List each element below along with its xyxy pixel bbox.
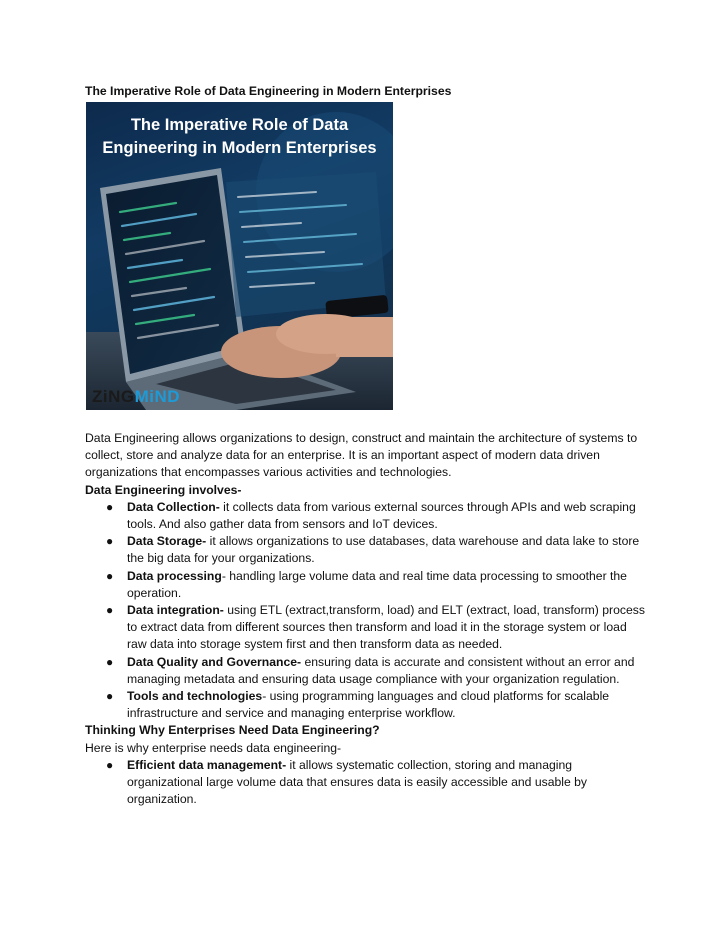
zingmind-logo — [92, 387, 180, 407]
list-item-term: Data Quality and Governance- — [127, 654, 302, 669]
bullet-icon: ● — [106, 689, 114, 704]
hero-image — [86, 102, 393, 410]
bullet-icon: ● — [106, 757, 114, 772]
intro-paragraph: Data Engineering allows organizations to design, construct and maintain the architecture of systems to collect, store and analyze data for an enterprise. It is an important aspect of modern data driven organizations that encompasses various activities and technologies. — [85, 431, 638, 480]
document-body — [85, 430, 645, 808]
why-intro: Here is why enterprise needs data engineering- — [85, 740, 342, 755]
list-item-term: Data processing — [127, 568, 222, 583]
logo-part-2: MiND — [134, 387, 181, 406]
bullet-icon: ● — [106, 654, 114, 669]
bullet-icon: ● — [106, 603, 114, 618]
bullet-icon: ● — [106, 499, 114, 514]
list-item-term: Tools and technologies — [127, 689, 263, 704]
list-item-term: Data integration- — [127, 603, 224, 618]
list-item — [85, 688, 645, 722]
why-list — [85, 757, 645, 809]
list-item-text: it allows systematic collection, storing and managing organizational large volume data that ensures data is easily accessible and usable by organization. — [127, 757, 588, 807]
involves-list — [85, 499, 645, 723]
list-item — [85, 602, 645, 654]
hero-title — [86, 114, 393, 160]
list-item-term: Data Storage- — [127, 534, 207, 549]
list-item-text: - using programming languages and cloud platforms for scalable infrastructure and service and managing enterprise workflow. — [127, 689, 610, 721]
list-item — [85, 654, 645, 688]
document-title: The Imperative Role of Data Engineering in Modern Enterprises — [85, 84, 452, 98]
list-item-term: Data Collection- — [127, 499, 220, 514]
list-item-term: Efficient data management- — [127, 757, 287, 772]
logo-part-1: ZiNG — [92, 387, 135, 406]
list-item — [85, 568, 645, 602]
list-item-text: using ETL (extract,transform, load) and ELT (extract, load, transform) process to extract data from different sources then transform and load it in the storage system or load raw data into storage system first and then transform data as needed. — [127, 603, 645, 652]
list-item-text: ensuring data is accurate and consistent without an error and managing metadata and ensuring data usage compliance with your organization regulation. — [127, 654, 635, 686]
list-item — [85, 533, 645, 567]
list-item — [85, 757, 645, 809]
why-heading: Thinking Why Enterprises Need Data Engineering? — [85, 723, 380, 738]
list-item-text: it allows organizations to use databases, data warehouse and data lake to store the big data for your organizations. — [127, 534, 640, 566]
bullet-icon: ● — [106, 534, 114, 549]
list-item-text: - handling large volume data and real time data processing to smoother the operation. — [127, 568, 627, 600]
involves-heading: Data Engineering involves- — [85, 482, 242, 497]
list-item-text: it collects data from various external sources through APIs and web scraping tools. And also gather data from sensors and IoT devices. — [127, 499, 636, 532]
bullet-icon: ● — [106, 568, 114, 583]
hero-title-line-1: The Imperative Role of Data — [130, 116, 349, 134]
list-item — [85, 499, 645, 533]
hero-title-line-2: Engineering in Modern Enterprises — [102, 139, 377, 157]
